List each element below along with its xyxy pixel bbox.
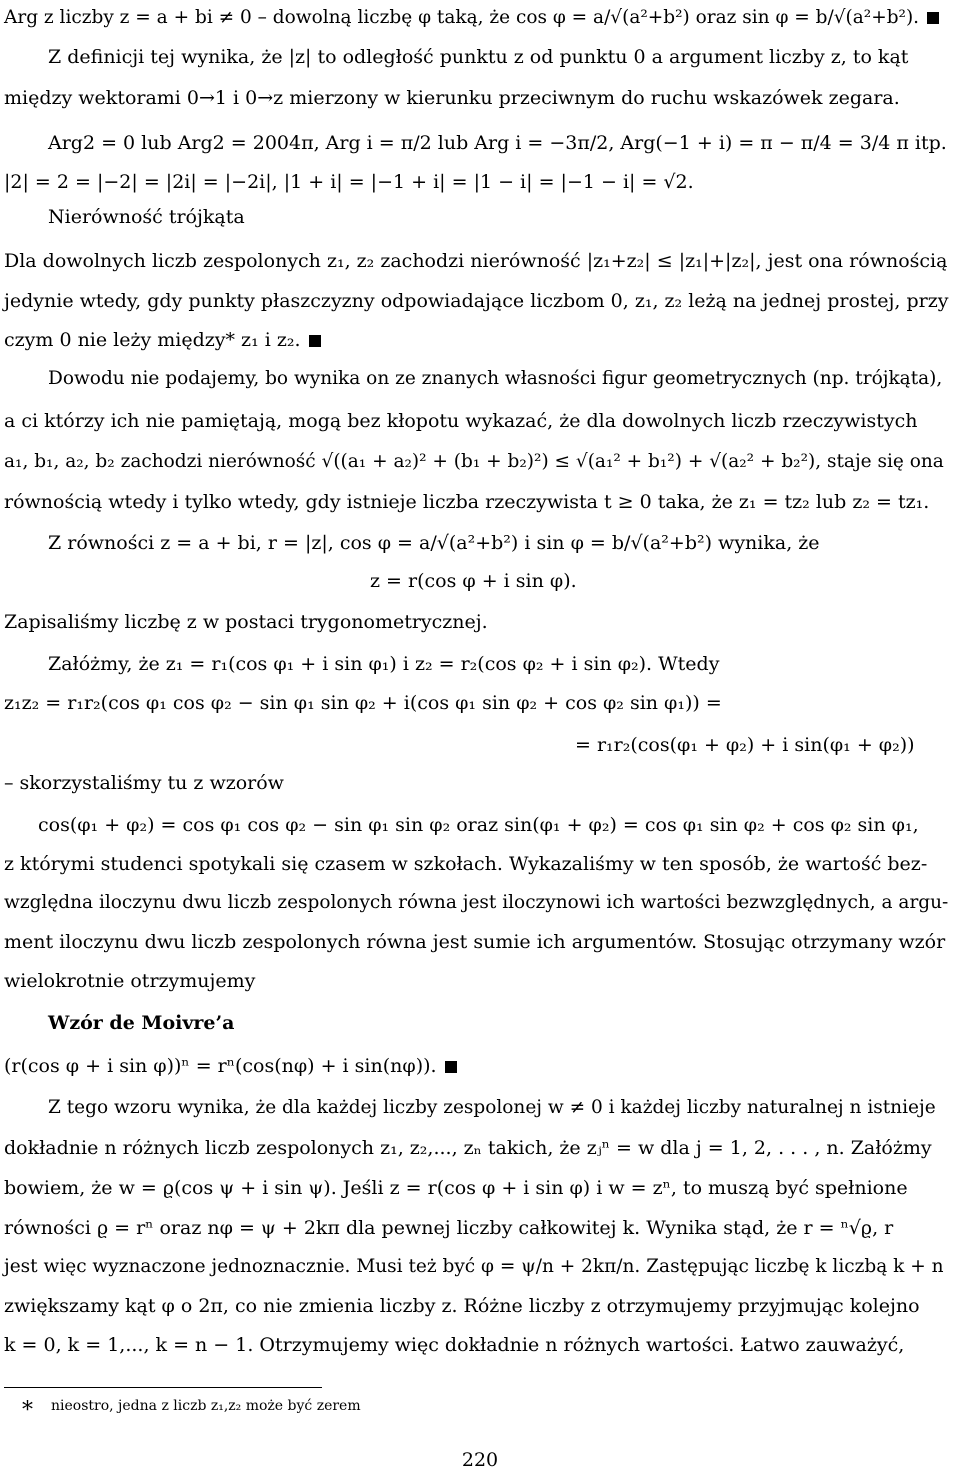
text-line: Z definicji tej wynika, że |z| to odległość punktu z od punktu 0 a argument liczby z, to kąt bbox=[48, 46, 909, 68]
footnote-rule bbox=[4, 1387, 322, 1388]
text-line: Z równości z = a + bi, r = |z|, cos φ = a/√(a²+b²) i sin φ = b/√(a²+b²) wynika, że bbox=[48, 532, 820, 554]
text-line: wielokrotnie otrzymujemy bbox=[4, 970, 256, 992]
text-line: Zapisaliśmy liczbę z w postaci trygonometrycznej. bbox=[4, 611, 488, 633]
text-line: a ci którzy ich nie pamiętają, mogą bez kłopotu wykazać, że dla dowolnych liczb rzeczywistych bbox=[4, 410, 918, 432]
page-number: 220 bbox=[461, 1449, 499, 1471]
theorem-line: Dla dowolnych liczb zespolonych z₁, z₂ zachodzi nierówność |z₁+z₂| ≤ |z₁|+|z₂|, jest ona równością bbox=[4, 250, 948, 272]
text-line: jest więc wyznaczone jednoznacznie. Musi też być φ = ψ/n + 2kπ/n. Zastępując liczbę k liczbą k + n bbox=[4, 1256, 944, 1277]
text-line: k = 0, k = 1,..., k = n − 1. Otrzymujemy więc dokładnie n różnych wartości. Łatwo zauważyć, bbox=[4, 1334, 905, 1356]
text-line: ment iloczynu dwu liczb zespolonych równa jest sumie ich argumentów. Stosując otrzymany wzór bbox=[4, 931, 946, 953]
text-line: względna iloczynu dwu liczb zespolonych równa jest iloczynowi ich wartości bezwzględnych, a argu- bbox=[4, 892, 949, 913]
text-line bbox=[4, 6, 956, 30]
text-line: zwiększamy kąt φ o 2π, co nie zmienia liczby z. Różne liczby z otrzymujemy przyjmując kolejno bbox=[4, 1295, 920, 1317]
text-line: równością wtedy i tylko wtedy, gdy istnieje liczba rzeczywista t ≥ 0 taka, że z₁ = tz₂ lub z₂ = tz₁. bbox=[4, 491, 930, 513]
text-line: dokładnie n różnych liczb zespolonych z₁, z₂,..., zₙ takich, że zⱼⁿ = w dla j = 1, 2, . . . , n. Załóżmy bbox=[4, 1137, 932, 1159]
text-line: a₁, b₁, a₂, b₂ zachodzi nierówność √((a₁ + a₂)² + (b₁ + b₂)²) ≤ √(a₁² + b₁²) + √(a₂² + b₂²), staje się ona bbox=[4, 451, 944, 472]
theorem-title: Wzór de Moivre’a bbox=[48, 1012, 235, 1034]
end-of-proof-mark bbox=[927, 12, 939, 24]
formula-line: cos(φ₁ + φ₂) = cos φ₁ cos φ₂ − sin φ₁ sin φ₂ oraz sin(φ₁ + φ₂) = cos φ₁ sin φ₂ + cos φ₂ sin φ₁, bbox=[38, 814, 919, 836]
formula-line: = r₁r₂(cos(φ₁ + φ₂) + i sin(φ₁ + φ₂)) bbox=[575, 734, 915, 756]
text-line: Dowodu nie podajemy, bo wynika on ze znanych własności figur geometrycznych (np. trójkąta), bbox=[48, 368, 943, 389]
text-line: bowiem, że w = ϱ(cos ψ + i sin ψ). Jeśli z = r(cos φ + i sin φ) i w = zⁿ, to muszą być spełnione bbox=[4, 1177, 908, 1199]
example-line: |2| = 2 = |−2| = |2i| = |−2i|, |1 + i| = |−1 + i| = |1 − i| = |−1 − i| = √2. bbox=[4, 171, 694, 193]
theorem-line: jedynie wtedy, gdy punkty płaszczyzny odpowiadające liczbom 0, z₁, z₂ leżą na jednej prostej, przy bbox=[4, 290, 949, 312]
formula-line bbox=[4, 1054, 956, 1078]
section-heading: Nierówność trójkąta bbox=[48, 206, 245, 228]
formula-line: z = r(cos φ + i sin φ). bbox=[370, 570, 577, 592]
footnote-marker: * bbox=[22, 1398, 33, 1423]
footnote-text: nieostro, jedna z liczb z₁,z₂ może być zerem bbox=[51, 1398, 361, 1414]
text-line: – skorzystaliśmy tu z wzorów bbox=[4, 772, 284, 794]
text-line: między wektorami 0→1 i 0→z mierzony w kierunku przeciwnym do ruchu wskazówek zegara. bbox=[4, 87, 900, 109]
text-line: Załóżmy, że z₁ = r₁(cos φ₁ + i sin φ₁) i z₂ = r₂(cos φ₂ + i sin φ₂). Wtedy bbox=[48, 653, 720, 675]
end-of-proof-mark bbox=[445, 1061, 457, 1073]
footnote bbox=[22, 1398, 361, 1423]
theorem-line bbox=[4, 328, 956, 352]
example-line: Arg2 = 0 lub Arg2 = 2004π, Arg i = π/2 lub Arg i = −3π/2, Arg(−1 + i) = π − π/4 = 3/4 π itp. bbox=[48, 132, 947, 154]
line-text: Arg z liczby z = a + bi ≠ 0 – dowolną liczbę φ taką, że cos φ = a/√(a²+b²) oraz sin φ = b/√(a²+b²). bbox=[4, 7, 920, 28]
formula-line: z₁z₂ = r₁r₂(cos φ₁ cos φ₂ − sin φ₁ sin φ₂ + i(cos φ₁ sin φ₂ + cos φ₂ sin φ₁)) = bbox=[4, 692, 722, 714]
line-text: czym 0 nie leży między* z₁ i z₂. bbox=[4, 329, 301, 351]
text-line: równości ϱ = rⁿ oraz nφ = ψ + 2kπ dla pewnej liczby całkowitej k. Wynika stąd, że r = ⁿ√ϱ, r bbox=[4, 1217, 894, 1239]
text-line: Z tego wzoru wynika, że dla każdej liczby zespolonej w ≠ 0 i każdej liczby naturalnej n istnieje bbox=[48, 1097, 936, 1118]
text-line: z którymi studenci spotykali się czasem w szkołach. Wykazaliśmy w ten sposób, że wartość bez- bbox=[4, 853, 928, 875]
line-text: (r(cos φ + i sin φ))ⁿ = rⁿ(cos(nφ) + i sin(nφ)). bbox=[4, 1055, 437, 1077]
end-of-proof-mark bbox=[309, 335, 321, 347]
